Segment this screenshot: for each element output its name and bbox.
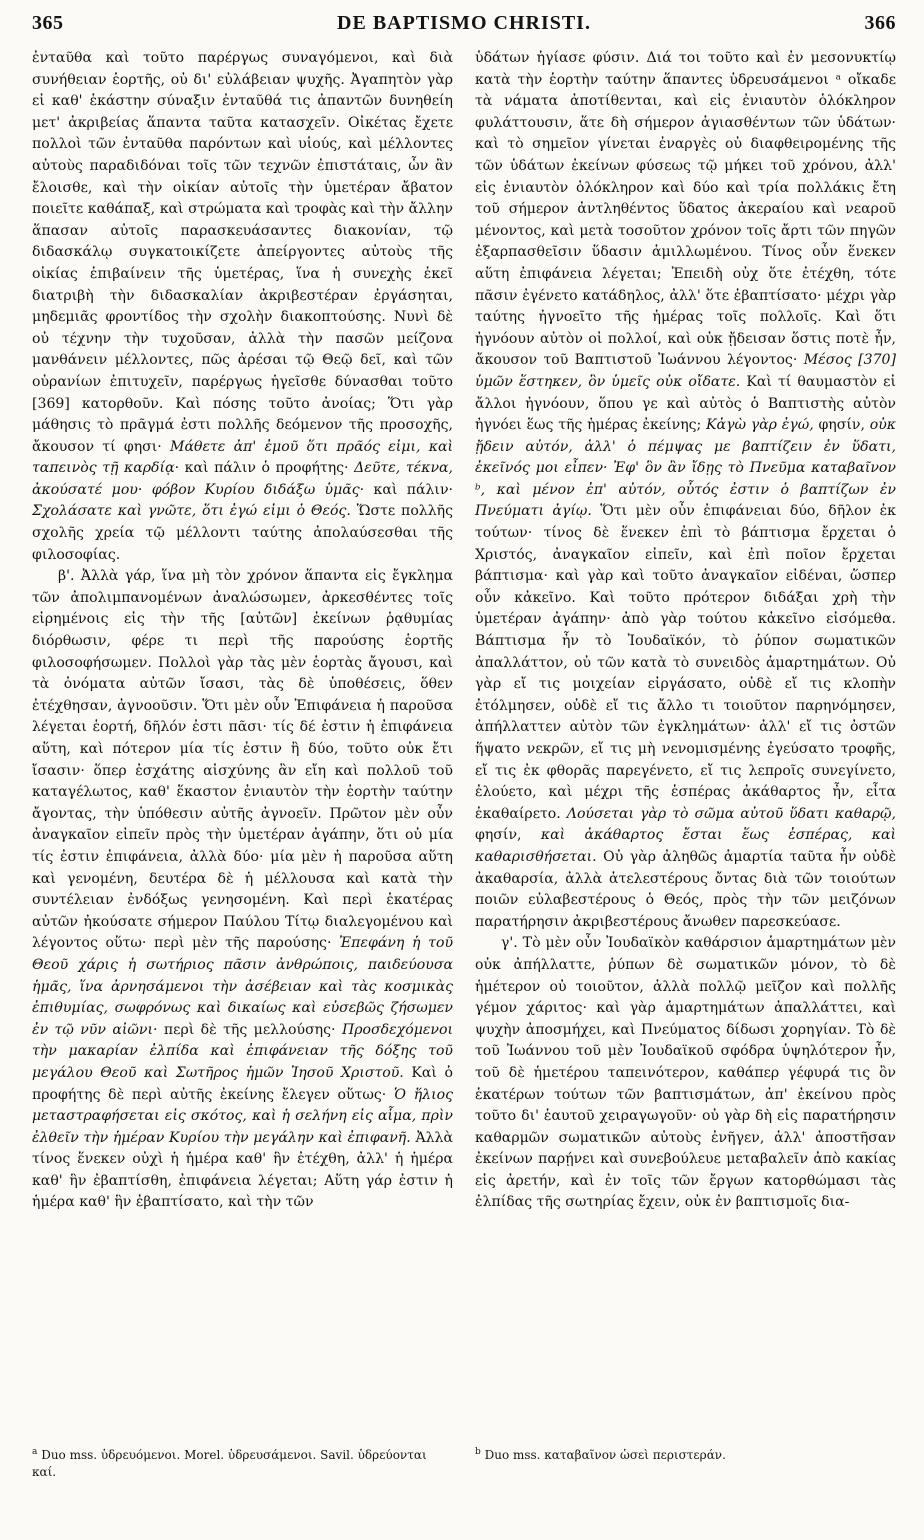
footnote-left	[32, 1444, 453, 1481]
footnote-mark: a	[32, 1447, 38, 1457]
text-run: Καὶ τί θαυμαστὸν εἰ ἄλλοι ἠγνόουν, ὅπου γε καὶ αὐτὸς ὁ Βαπτιστὴς αὐτὸν ἠγνόει ἕως τῆς ἡμέρας ἐκείνης;	[475, 373, 896, 434]
scripture-quote: Προσδεχόμενοι τὴν μακαρίαν ἐλπίδα καὶ ἐπιφάνειαν τῆς δόξης τοῦ μεγάλου Θεοῦ καὶ Σωτῆρος ἡμῶν Ἰησοῦ Χριστοῦ.	[32, 1021, 453, 1081]
text-run: Οὐ γὰρ ἀληθῶς ἁμαρτία ταῦτα ἦν οὐδὲ ἀκαθαρσία, ἀλλὰ ἀτελεστέρους ὄντας διὰ τῶν τοιούτων ποιῶν εὐλαβεστέρους ὁ Θεός, πρὸς τὴν τῶν μειζόνων παρατήρησιν ἀκριβεστέρους ἄνωθεν παρεσκεύασε.	[475, 848, 897, 930]
right-paragraph-1	[475, 48, 896, 933]
text-run: Ὅτι μὲν οὖν ἐπιφάνειαι δύο, δῆλον ἐκ τούτων· τίνος δὲ ἕνεκεν ἐπὶ τὸ βάπτισμα ἔρχεται ὁ Χριστός, ἀναγκαῖον εἰπεῖν, καὶ ἐπὶ ποῖον ἔρχεται βάπτισμα· καὶ γὰρ καὶ τοῦτο ἀναγκαῖον εἰδέναι, ὥσπερ οὖν κἀκεῖνο. Καὶ τοῦτο πρότερον διδάξαι χρὴ τὴν ὑμετέραν ἀγάπην· ἀπὸ γὰρ τούτου κἀκεῖνο εἰσόμεθα. Βάπτισμα ἦν τὸ Ἰουδαϊκόν, τὸ ῥύπον σωματικῶν ἀπαλλάττον, οὐ τῶν κατὰ τὸ συνειδὸς ἁμαρτημάτων. Οὐ γὰρ εἴ τις μοιχείαν εἰργάσατο, οὐδὲ εἴ τις κλοπὴν ἐτόλμησεν, οὐδὲ εἴ τις ἄλλο τι τοιοῦτον παρηνόμησεν, ἀπήλλαττεν αὐτὸν τῶν ἐγκλημάτων· ἀλλ' εἴ τις ὀστῶν ἥψατο νεκρῶν, εἴ τις μὴ νενομισμένης ἐγεύσατο τροφῆς, εἴ τις ἐκ φθορᾶς παρεγένετο, εἴ τις λεπροῖς συνεγίνετο, ἐλούετο, καὶ μέχρι τῆς ἑσπέρας ἀκάθαρτος ἦν, εἶτα ἐκαθαίρετο.	[475, 503, 896, 822]
scripture-quote: Σχολάσατε καὶ γνῶτε, ὅτι ἐγώ εἰμι ὁ Θεός.	[32, 503, 351, 520]
scripture-quote: Κἀγὼ γὰρ ἐγώ,	[706, 417, 814, 434]
scripture-quote: οὐκ ᾔδειν αὐτόν, ἀλλ' ὁ πέμψας με βαπτίζειν ἐν ὕδατι, ἐκεῖνός μοι εἶπεν· Ἐφ' ὃν ἂν ἴδῃς τὸ Πνεῦμα καταβαῖνον ᵇ, καὶ μένον ἐπ' αὐτόν, οὗτός ἐστιν ὁ βαπτίζων ἐν Πνεύματι ἁγίῳ.	[475, 417, 896, 520]
page-number-right: 366	[864, 12, 896, 34]
footnote-right	[475, 1444, 896, 1481]
scripture-quote: Μέσος [370] ὑμῶν ἕστηκεν, ὃν ὑμεῖς οὐκ οἴδατε.	[475, 352, 897, 390]
text-run: β'. Ἀλλὰ γάρ, ἵνα μὴ τὸν χρόνον ἅπαντα εἰς ἔγκλημα τῶν ἀπολιμπανομένων ἀναλώσωμεν, ἀρκεσθέντες τοῖς εἰρημένοις εἰς τὴν τῆς [αὐτῶν] ἐκείνων ῥᾳθυμίας διόρθωσιν, φέρε τι περὶ τῆς παρούσης ἑορτῆς φιλοσοφήσωμεν. Πολλοὶ γὰρ τὰς μὲν ἑορτὰς ἄγουσι, καὶ τὰ ὀνόματα αὐτῶν ἴσασι, τὰς δὲ ὑποθέσεις, ὅθεν ἐτέχθησαν, ἀγνοοῦσιν. Ὅτι μὲν οὖν Ἐπιφάνεια ἡ παροῦσα λέγεται ἑορτή, δῆλόν ἐστι πᾶσι· τίς δέ ἐστιν ἡ ἐπιφάνεια αὕτη, καὶ πότερον μία τίς ἐστιν ἢ δύο, τοῦτο οὐκ ἔτι ἴσασιν· ὅπερ ἐσχάτης αἰσχύνης ἂν εἴη καὶ πολλοῦ τοῦ καταγέλωτος, καθ' ἕκαστον ἐνιαυτὸν τὴν ἑορτὴν ταύτην ἄγοντας, τὴν ὑπόθεσιν αὐτῆς ἀγνοεῖν. Πρῶτον μὲν οὖν ἀναγκαῖον εἰπεῖν πρὸς τὴν ὑμετέραν ἀγάπην, ὅτι οὐ μία τίς ἐστιν ἐπιφάνεια, ἀλλὰ δύο· μία μὲν ἡ παροῦσα αὕτη καὶ γενομένη, δευτέρα δὲ ἡ μέλλουσα καὶ κατὰ τὴν συντέλειαν ἐνδόξως γενησομένη. Καὶ περὶ ἑκατέρας αὐτῶν ἠκούσατε σήμερον Παύλου Τίτῳ διαλεγομένου καὶ λέγοντος οὕτω· περὶ μὲν τῆς παρούσης·	[32, 568, 453, 952]
scripture-quote: Δεῦτε, τέκνα, ἀκούσατέ μου· φόβον Κυρίου διδάξω ὑμᾶς·	[32, 460, 454, 498]
text-run: φησίν,	[818, 417, 865, 434]
scripture-quote: Ὁ ἥλιος μεταστραφήσεται εἰς σκότος, καὶ ἡ σελήνη εἰς αἷμα, πρὶν ἐλθεῖν τὴν ἡμέραν Κυρίου τὴν μεγάλην καὶ ἐπιφανῆ.	[32, 1086, 453, 1146]
footnote-text: Duo mss. ὑδρευόμενοι. Morel. ὑδρευσάμενοι. Savil. ὑδρεύονται καί.	[32, 1448, 427, 1479]
scripture-quote: Ἐπεφάνη ἡ τοῦ Θεοῦ χάρις ἡ σωτήριος πᾶσιν ἀνθρώποις, παιδεύουσα ἡμᾶς, ἵνα ἀρνησάμενοι τὴν ἀσέβειαν καὶ τὰς κοσμικὰς ἐπιθυμίας, σωφρόνως καὶ δικαίως καὶ εὐσεβῶς ζήσωμεν ἐν τῷ νῦν αἰῶνι·	[32, 935, 454, 1038]
right-paragraph-2	[475, 933, 896, 1214]
text-run: περὶ δὲ τῆς μελλούσης·	[163, 1021, 336, 1038]
text-run: Ἀλλὰ τίνος ἕνεκεν οὐχὶ ἡ ἡμέρα καθ' ἣν ἐτέχθη, ἀλλ' ἡ ἡμέρα καθ' ἣν ἐβαπτίσθη, ἐπιφάνεια λέγεται; Αὕτη γάρ ἐστιν ἡ ἡμέρα καθ' ἣν ἐβαπτίσατο, καὶ τὴν τῶν	[32, 1129, 453, 1211]
page-number-left: 365	[32, 12, 64, 34]
scripture-quote: Μάθετε ἀπ' ἐμοῦ ὅτι πρᾶός εἰμι, καὶ ταπεινὸς τῇ καρδίᾳ·	[32, 438, 453, 477]
left-paragraph-1	[32, 48, 453, 566]
text-run: καὶ πάλιν·	[373, 481, 454, 498]
scripture-quote: Λούσεται γὰρ τὸ σῶμα αὐτοῦ ὕδατι καθαρῷ,	[566, 805, 896, 822]
footnote-mark: b	[475, 1447, 481, 1457]
text-run: ὑδάτων ἡγίασε φύσιν. Διά τοι τοῦτο καὶ ἐν μεσονυκτίῳ κατὰ τὴν ἑορτὴν ταύτην ἅπαντες ὑδρευσάμενοι ᵃ οἴκαδε τὰ νάματα ἀποτίθενται, καὶ εἰς ἐνιαυτὸν ὁλόκληρον φυλάττουσιν, ἅτε δὴ σήμερον ἁγιασθέντων τῶν ὑδάτων· καὶ τὸ σημεῖον γίνεται ἐναργὲς οὐ διαφθειρομένης τῆς τῶν ὑδάτων ἐκείνων φύσεως τῷ μήκει τοῦ χρόνου, ἀλλ' εἰς ἐνιαυτὸν ὁλόκληρον καὶ δύο καὶ τρία πολλάκις ἔτη τοῦ σήμερον ἀντληθέντος ὕδατος ἀκεραίου καὶ νεαροῦ μένοντος, καὶ μετὰ τοσοῦτον χρόνον τοῖς ἄρτι τῶν πηγῶν ἐξαρπασθεῖσιν ὕδασιν ἁμιλλωμένου. Τίνος οὖν ἕνεκεν αὕτη ἐπιφάνεια λέγεται; Ἐπειδὴ οὐχ ὅτε ἐτέχθη, τότε πᾶσιν ἐγένετο κατάδηλος, ἀλλ' ὅτε ἐβαπτίσατο· μέχρι γὰρ ταύτης ἠγνοεῖτο τῆς ἡμέρας τοῖς πολλοῖς. Καὶ ὅτι ἠγνόουν αὐτὸν οἱ πολλοί, καὶ οὐκ ᾔδεισαν ὅστις ποτὲ ἦν, ἄκουσον τοῦ Βαπτιστοῦ Ἰωάννου λέγοντος·	[475, 50, 896, 369]
left-paragraph-2	[32, 566, 453, 1214]
footnotes	[32, 1444, 896, 1481]
text-run: ἐνταῦθα καὶ τοῦτο παρέργως συναγόμενοι, καὶ διὰ συνήθειαν ἑορτῆς, οὐ δι' εὐλάβειαν ψυχῆς. Ἀγαπητὸν γὰρ εἰ καθ' ἑκάστην σύναξιν ἐνταῦθά τις ἀπαντῶν δυνηθείη μετ' ἀκριβείας ἅπαντα ταῦτα κατασχεῖν. Οἰκέτας ἔχετε πολλοὶ τῶν ἐνταῦθα παρόντων καὶ υἱούς, καὶ μέλλοντες αὐτοὺς παραδιδόναι τοῖς τῶν τεχνῶν ἐπιστάταις, ὧν ἂν ἔλοισθε, καὶ τὴν οἰκίαν αὐτοῖς τὴν ὑμετέραν ἄβατον ποιεῖτε καθάπαξ, καὶ στρώματα καὶ τροφὰς καὶ τὴν ἄλλην ἅπασαν αὐτοῖς παρασκευάσαντες διακονίαν, τῷ διδασκάλῳ συγκατοικίζετε ἀπείργοντες αὐτοὺς τῆς οἰκίας ἐπιβαίνειν τῆς ὑμετέρας, ἵνα ἡ συνεχὴς ἐκεῖ διατριβὴ τὴν διδασκαλίαν ἀκριβεστέραν ἐργάσηται, μηδεμιᾶς φροντίδος τὴν σχολὴν διακοπτούσης. Νυνὶ δὲ οὐ τέχνην τὴν τυχοῦσαν, ἀλλὰ τὴν πασῶν μείζονα μανθάνειν μέλλοντες, πῶς ἀρέσαι τῷ Θεῷ δεῖ, καὶ τῶν οὐρανίων ἐπιτυχεῖν, παρέργως ἡγεῖσθε δύνασθαι τοῦτο [369] κατορθοῦν. Καὶ πόσης τοῦτο ἀνοίας; Ὅτι γὰρ μάθησις τὸ πρᾶγμά ἐστι πολλῆς δεόμενον τῆς προσοχῆς, ἄκουσον τί φησι·	[32, 50, 453, 455]
footnote-text: Duo mss. καταβαῖνον ὡσεὶ περιστεράν.	[484, 1448, 726, 1462]
text-columns	[32, 48, 896, 1214]
text-run: Ὥστε πολλῆς σχολῆς χρεία τῷ μέλλοντι ταύτης ἀπολαύσεσθαι τῆς φιλοσοφίας.	[32, 503, 454, 563]
text-run: καὶ πάλιν ὁ προφήτης·	[184, 460, 349, 477]
right-column	[475, 48, 896, 1214]
text-run: φησίν,	[475, 827, 522, 844]
running-title: DE BAPTISMO CHRISTI.	[337, 12, 591, 34]
running-head	[32, 12, 896, 46]
text-run: Καὶ ὁ προφήτης δὲ περὶ αὐτῆς ἐκείνης ἔλεγεν οὕτως·	[32, 1064, 453, 1103]
text-run: γ'. Τὸ μὲν οὖν Ἰουδαϊκὸν καθάρσιον ἁμαρτημάτων μὲν οὐκ ἀπήλλαττε, ῥύπων δὲ σωματικῶν μόνον, τὸ δὲ ἡμέτερον οὐ τοιοῦτον, ἀλλὰ πολλῷ μεῖζον καὶ πολλῆς γέμον χάριτος· καὶ γὰρ ἁμαρτημάτων ἀπαλλάττει, καὶ ψυχὴν ἀποσμήχει, καὶ Πνεύματος δίδωσι χορηγίαν. Τὸ δὲ τοῦ Ἰωάννου τοῦ μὲν Ἰουδαϊκοῦ σφόδρα ὑψηλότερον ἦν, τοῦ δὲ ἡμετέρου ταπεινότερον, καθάπερ γέφυρά τις ὂν ἑκατέρων τούτων τῶν βαπτισμάτων, ἀπ' ἐκείνου πρὸς τοῦτο δι' ἑαυτοῦ χειραγωγοῦν· οὐ γὰρ δὴ εἰς παρατήρησιν καθαρμῶν σωματικῶν αὐτοὺς ἐνῆγεν, ἀλλ' ἀποστῆσαν ἐκείνων παρῄνει καὶ συνεβούλευε μεταβαλεῖν ἀπὸ κακίας εἰς ἀρετήν, καὶ ἐν τοῖς τῶν ἔργων κατορθώμασι τὰς ἐλπίδας τῆς σωτηρίας ἔχειν, οὐκ ἐν βαπτισμοῖς δια-	[475, 935, 896, 1211]
scripture-quote: καὶ ἀκάθαρτος ἔσται ἕως ἑσπέρας, καὶ καθαρισθήσεται.	[475, 827, 897, 865]
left-column	[32, 48, 453, 1214]
